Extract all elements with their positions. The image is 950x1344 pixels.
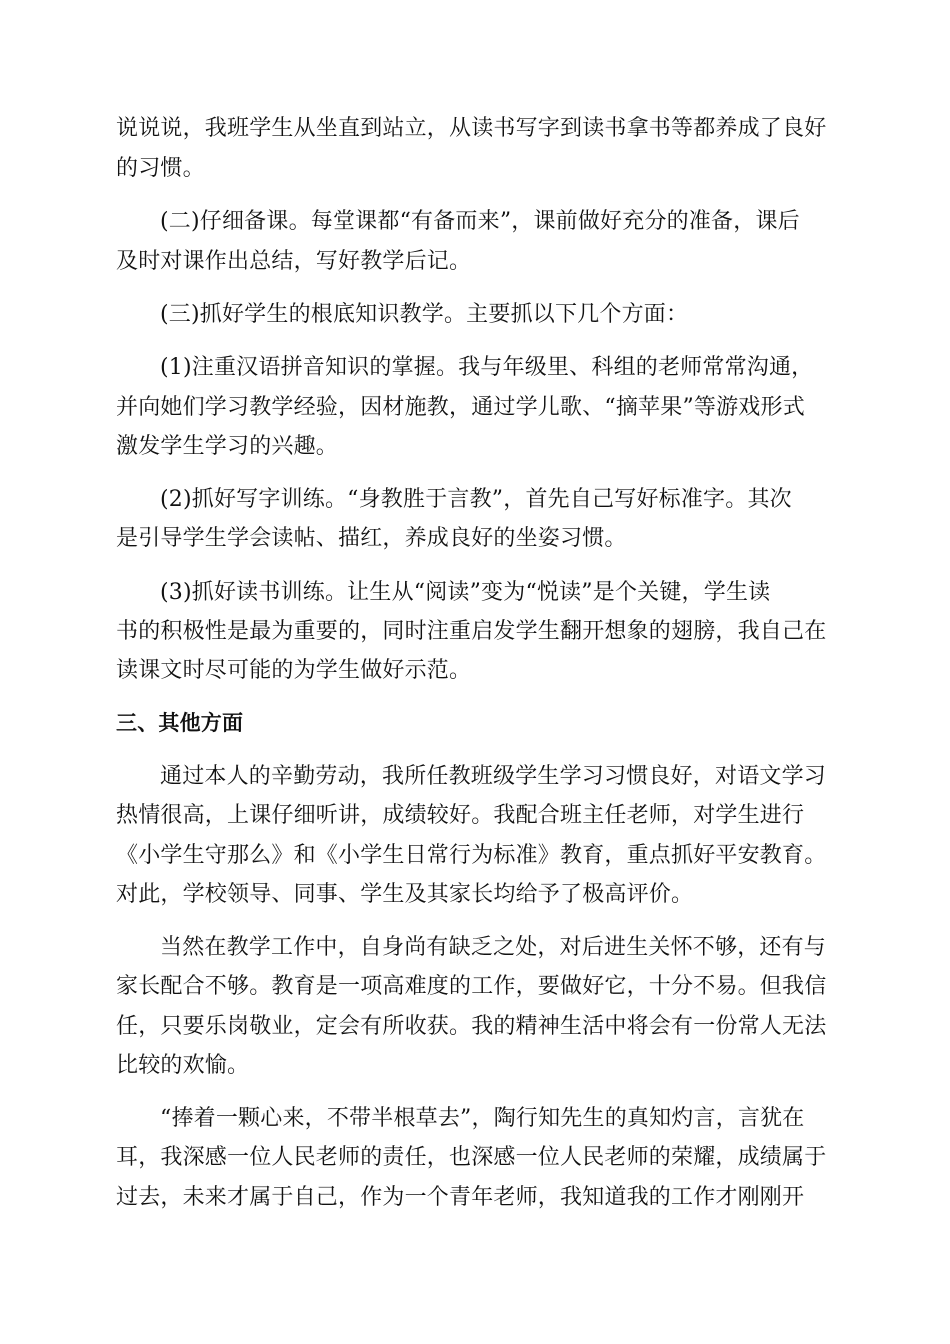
text-line: 并向她们学习教学经验，因材施教，通过学儿歌、“摘苹果”等游戏形式	[116, 395, 805, 420]
text-line: 比较的欢愉。	[116, 1053, 250, 1078]
paragraph-line: (三)抓好学生的根底知识教学。主要抓以下几个方面：	[160, 302, 689, 327]
text-line: 书的积极性是最为重要的，同时注重启发学生翻开想象的翅膀，我自己在	[116, 619, 827, 644]
paragraph-line: 当然在教学工作中，自身尚有缺乏之处，对后进生关怀不够，还有与	[160, 935, 827, 960]
section-heading: 三、其他方面	[116, 711, 244, 735]
paragraph-line: 通过本人的辛勤劳动，我所任教班级学生学习习惯良好，对语文学习	[160, 764, 827, 789]
text-line: 耳，我深感一位人民老师的责任，也深感一位人民老师的荣耀，成绩属于	[116, 1145, 827, 1170]
text-line: 家长配合不够。教育是一项高难度的工作，要做好它，十分不易。但我信	[116, 974, 827, 999]
text-line: 任，只要乐岗敬业，定会有所收获。我的精神生活中将会有一份常人无法	[116, 1014, 827, 1039]
text-line: 热情很高，上课仔细听讲，成绩较好。我配合班主任老师，对学生进行	[116, 803, 805, 828]
text-line: 《小学生守那么》和《小学生日常行为标准》教育，重点抓好平安教育。	[116, 843, 827, 868]
paragraph-line: “捧着一颗心来，不带半根草去”，陶行知先生的真知灼言，言犹在	[160, 1106, 805, 1131]
paragraph-line: (1)注重汉语拼音知识的掌握。我与年级里、科组的老师常常沟通，	[160, 355, 814, 380]
text-line: 说说说，我班学生从坐直到站立，从读书写字到读书拿书等都养成了良好	[116, 116, 827, 141]
paragraph-line: (二)仔细备课。每堂课都“有备而来”，课前做好充分的准备，课后	[160, 209, 800, 234]
paragraph-line: (2)抓好写字训练。“身教胜于言教”，首先自己写好标准字。其次	[160, 487, 792, 512]
text-line: 读课文时尽可能的为学生做好示范。	[116, 658, 472, 683]
paragraph-line: (3)抓好读书训练。让生从“阅读”变为“悦读”是个关键，学生读	[160, 580, 771, 605]
text-line: 过去，未来才属于自己，作为一个青年老师，我知道我的工作才刚刚开	[116, 1185, 805, 1210]
text-line: 及时对课作出总结，写好教学后记。	[116, 249, 472, 274]
text-line: 的习惯。	[116, 156, 205, 181]
text-line: 是引导学生学会读帖、描红，养成良好的坐姿习惯。	[116, 526, 627, 551]
text-line: 激发学生学习的兴趣。	[116, 434, 339, 459]
text-line: 对此，学校领导、同事、学生及其家长均给予了极高评价。	[116, 882, 694, 907]
